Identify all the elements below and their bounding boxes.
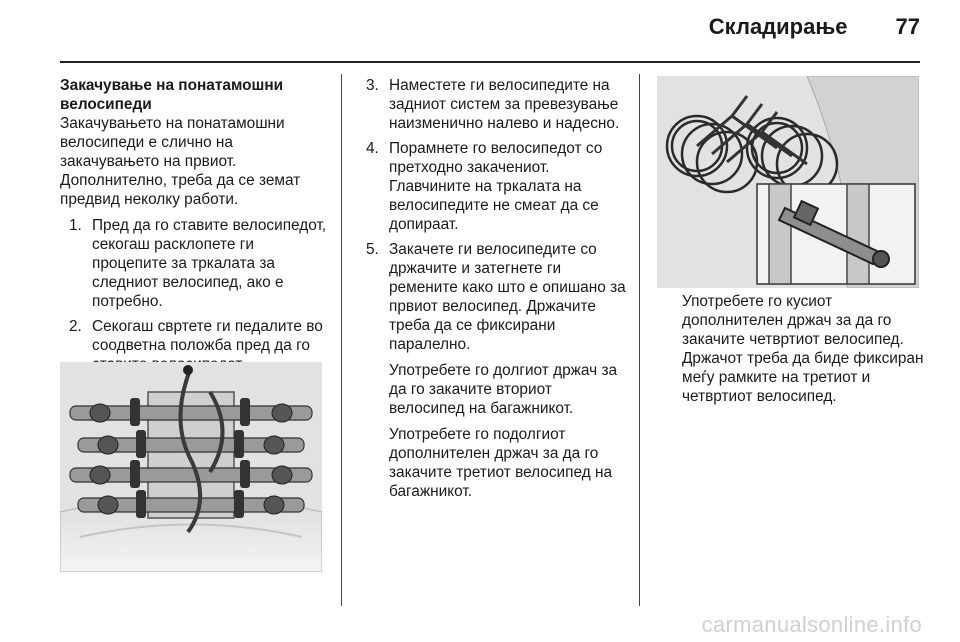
section-heading: Закачување на понатамошни велосипеди	[60, 77, 284, 113]
page-number: 77	[895, 14, 920, 39]
step-number: 3.	[366, 77, 379, 94]
step-text: Пред да го ставите велосипедот, секогаш расклопете ги процепите за тркалата за следниот велосипед, ако е потребно.	[92, 217, 327, 310]
step-text: Секогаш свртете ги педалите во соодветна положба пред да го	[92, 318, 323, 354]
mounted-bikes-illustration	[657, 76, 919, 288]
header-rule	[60, 61, 920, 63]
column-1	[60, 76, 332, 380]
step-1	[69, 216, 332, 311]
step-5	[366, 240, 628, 501]
page-header	[709, 14, 920, 50]
step-text: Наместете ги велосипедите на задниот систем за превезување наизменично налево и надесно.	[389, 77, 620, 132]
column-divider-1	[341, 74, 342, 606]
step-text: Закачете ги велосипедите со држачите и затегнете ги ремените како што е опишано за првиот велосипед. Држачите треба да се фиксирани паралелно.	[389, 241, 626, 353]
step-3	[366, 76, 628, 133]
step-number: 4.	[366, 140, 379, 157]
intro-paragraph: Закачувањето на понатамошни велосипеди е слично на закачувањето на првиот. Дополнително, треба да се земат предвид неколку работи.	[60, 115, 301, 208]
step-4	[366, 139, 628, 234]
step-number: 5.	[366, 241, 379, 258]
holder-note-long: Употребете го долгиот држач за да го закачите вториот велосипед на багажникот.	[389, 362, 618, 417]
watermark: carmanualsonline.info	[701, 612, 922, 637]
step-number: 2.	[69, 318, 82, 335]
header-title: Складирање	[708, 14, 848, 39]
step-number: 1.	[69, 217, 82, 234]
figure-caption: Употребете го кусиот дополнителен држач за да го закачите четвртиот велосипед. Држачот треба да биде фиксиран меѓу рамките на третиот и четвртиот велосипед.	[682, 293, 924, 405]
column-divider-2	[639, 74, 640, 606]
column-2	[366, 76, 628, 508]
bike-carrier-top-view-illustration	[60, 362, 322, 572]
step-text: Порамнете го велосипедот со претходно закачениот. Главчините на тркалата на велосипедите не смеат да се допираат.	[389, 140, 603, 233]
holder-note-longer: Употребете го подолгиот дополнителен држач за да го закачите третиот велосипед на багажникот.	[389, 426, 613, 500]
